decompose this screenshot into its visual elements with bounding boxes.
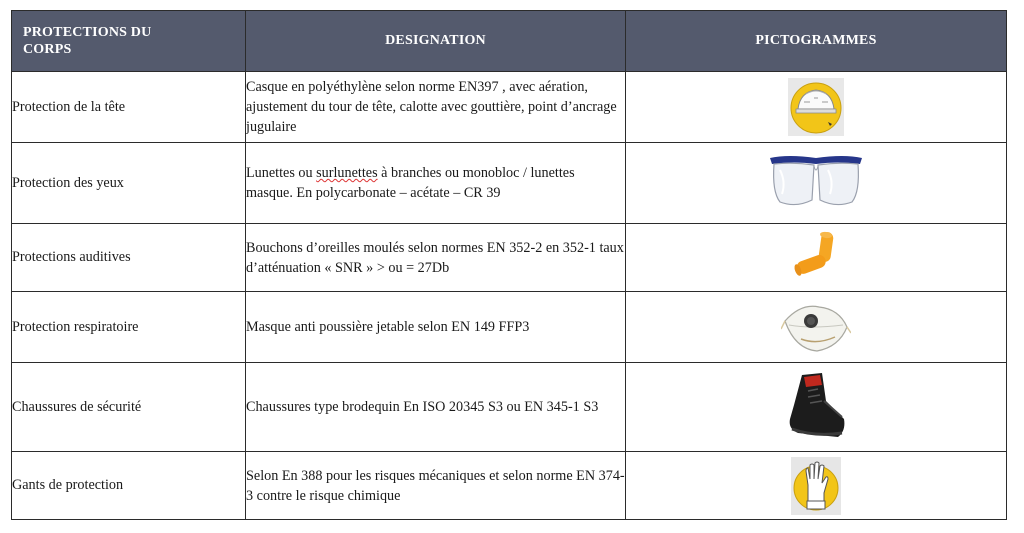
safety-boot-icon [784,371,848,443]
spellcheck-marked-word: surlunettes [316,165,378,181]
pictogram-cell [626,363,1007,452]
designation-cell: Selon En 388 pour les risques mécaniques et selon norme EN 374-3 contre le risque chimique [246,452,626,520]
designation-cell: Chaussures type brodequin En ISO 20345 S3 ou EN 345-1 S3 [246,363,626,452]
header-protections-line1: PROTECTIONS DU [23,25,152,40]
designation-cell: Casque en polyéthylène selon norme EN397 , avec aération, ajustement du tour de tête, calotte avec gouttière, point d’ancrage jugulaire [246,72,626,143]
table-row [12,452,1007,520]
designation-text-part: à branches ou monobloc / lunettes masque. En polycarbonate – acétate – CR 39 [246,165,575,201]
designation-text-part: Lunettes ou [246,165,317,181]
header-designation: DESIGNATION [246,11,626,72]
protection-cell: Gants de protection [12,452,246,520]
earplugs-icon [790,230,842,286]
protection-cell: Protections auditives [12,224,246,292]
table-row [12,363,1007,452]
protection-cell: Protection respiratoire [12,292,246,363]
table-row [12,292,1007,363]
pictogram-cell [626,292,1007,363]
header-pictogrammes: PICTOGRAMMES [626,11,1007,72]
pictogram-cell [626,143,1007,224]
helmet-icon [788,78,844,136]
header-protections [12,11,246,72]
header-row [12,11,1007,72]
designation-cell [246,143,626,224]
table-row [12,224,1007,292]
safety-glasses-icon [768,152,864,214]
designation-cell: Masque anti poussière jetable selon EN 149 FFP3 [246,292,626,363]
dust-mask-icon [781,299,851,355]
header-protections-line2: CORPS [23,42,72,57]
table-row [12,143,1007,224]
pictogram-cell [626,224,1007,292]
ppe-table [11,10,1007,520]
glove-icon [791,457,841,515]
protection-cell: Chaussures de sécurité [12,363,246,452]
table-row [12,72,1007,143]
pictogram-cell [626,72,1007,143]
pictogram-cell [626,452,1007,520]
designation-cell: Bouchons d’oreilles moulés selon normes EN 352-2 en 352-1 taux d’atténuation « SNR » > ou = 27Db [246,224,626,292]
protection-cell: Protection de la tête [12,72,246,143]
protection-cell: Protection des yeux [12,143,246,224]
